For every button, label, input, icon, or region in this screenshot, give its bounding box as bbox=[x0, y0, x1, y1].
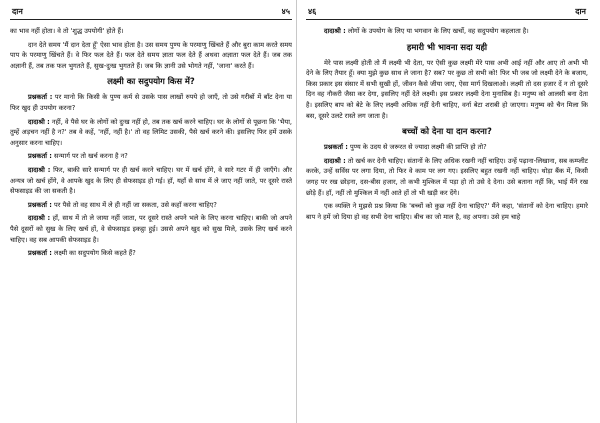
paragraph bbox=[10, 92, 292, 113]
left-page-header bbox=[10, 6, 292, 20]
page-gutter bbox=[296, 0, 297, 423]
right-page-header bbox=[306, 6, 588, 20]
section-heading: बच्चों को देना या दान करना? bbox=[402, 126, 492, 137]
paragraph bbox=[306, 156, 588, 198]
paragraph-text: दान देते समय 'मैं दान देता हूँ' ऐसा भाव होता है। उस समय पुण्य के परमाणु खिंचते हैं और बुरा काम करते समय पाप के परमाणु खिंचते हैं। वे फिर फल देते हैं। फल देते समय ज्ञाता फल देते हैं अथवा अज्ञाता फल देते हैं। जब तक अज्ञानी हैं, तब तक फल भुगतते हैं, सुख-दुःख भुगतते हैं। जब कि ज्ञानी उसे भोगते नहीं, 'जाना' करते हैं। bbox=[10, 40, 292, 70]
running-title: दान bbox=[12, 7, 23, 16]
paragraph bbox=[306, 26, 588, 37]
paragraph-text: पुण्य के उदय से जरूरत से ज्यादा लक्ष्मी की प्राप्ति हो तो? bbox=[350, 143, 487, 152]
section-heading: लक्ष्मी का सदुपयोग किस में? bbox=[107, 76, 195, 87]
paragraph-text: लक्ष्मी का सदुपयोग किसे कहते हैं? bbox=[54, 249, 136, 258]
right-page bbox=[306, 6, 588, 418]
paragraph bbox=[10, 165, 292, 197]
paragraph bbox=[10, 200, 292, 211]
paragraph-text: फिर, बाकी सारे सन्मार्ग पर ही खर्च करने चाहिए। घर में खर्च होंगे, वे सारे गटर में ही जाएँगे। और अन्यत्र जो खर्च होंगे, वे आपके खुद के लिए ही सेफसाइड हो गई। हाँ, यहाँ से साथ में ले जाए नहीं जाते, पर दूसरे रास्ते सेफसाइड की जा सकती है। bbox=[10, 165, 292, 196]
paragraph bbox=[306, 142, 588, 153]
paragraph-text: पर पैसे तो वह साथ में ले ही नहीं जा सकता, उसे कहाँ करना चाहिए? bbox=[54, 200, 217, 209]
page-number: ४५ bbox=[281, 7, 290, 16]
speaker-label: प्रश्नकर्ता : bbox=[324, 143, 348, 152]
speaker-label: दादाश्री : bbox=[28, 214, 51, 223]
page-number: ४६ bbox=[308, 7, 317, 16]
speaker-label: दादाश्री : bbox=[324, 27, 346, 35]
running-title: दान bbox=[575, 7, 586, 16]
paragraph bbox=[10, 117, 292, 149]
paragraph bbox=[10, 248, 292, 259]
paragraph-text: नहीं, वे पैसे घर के लोगों को दुःख नहीं हो, तब तक खर्च करने चाहिए। घर के लोगों से पूछना कि 'भैया, तुम्हें अड़चन नहीं है न?' तब वे कहें, 'नहीं, नहीं है।' तो वह लिमिट उसकी, पैसे खर्च करने की। इसलिए फिर हमें उसके अनुसार करना चाहिए। bbox=[10, 117, 292, 147]
paragraph-text: सन्मार्ग पर तो खर्च करना है न? bbox=[54, 152, 128, 161]
speaker-label: दादाश्री : bbox=[28, 165, 51, 174]
paragraph-text: का भाव नहीं होता। वे तो 'शुद्ध उपयोगी' होते हैं। bbox=[10, 27, 124, 35]
paragraph-text: लोगों के उपयोग के लिए या भगवान के लिए खर्चो, वह सदुपयोग कहलाता है। bbox=[347, 27, 529, 35]
speaker-label: प्रश्नकर्ता : bbox=[28, 152, 52, 161]
paragraph bbox=[306, 201, 588, 222]
paragraph-text: पर मानो कि किसी के पुण्य कर्म से उसके पास लाखों रुपये हो जाएँ, तो उसे गरीबों में बाँट देना या फिर खुद ही उपयोग करना? bbox=[10, 93, 292, 112]
speaker-label: प्रश्नकर्ता : bbox=[28, 93, 53, 102]
speaker-label: दादाश्री : bbox=[28, 117, 50, 126]
paragraph-text: एक व्यक्ति ने मुझसे प्रश्न किया कि 'बच्चों को कुछ नहीं देना चाहिए?' मैंने कहा, 'संतानों को देना चाहिए। हमारे बाप ने हमें जो दिया हो वह सभी देना चाहिए। बीच का जो माल है, वह अपना। उसे हम चाहे bbox=[306, 202, 588, 221]
speaker-label: प्रश्नकर्ता : bbox=[28, 249, 52, 258]
paragraph bbox=[10, 213, 292, 245]
speaker-label: दादाश्री : bbox=[324, 156, 346, 165]
section-heading: हमारी भी भावना सदा यही bbox=[406, 41, 488, 52]
paragraph bbox=[10, 151, 292, 162]
left-page bbox=[10, 6, 292, 418]
paragraph-text: हाँ, साथ में तो ले जाया नहीं जाता, पर दूसरे रास्ते अपने भले के लिए करना चाहिए। बाकी जो अपने पैसे दूसरों को सुख के लिए खर्च हों, वे सेफसाइड इकट्ठा हुई। उससे अपने खुद को सुख मिले, उसके लिए खर्च करने चाहिए। वह सब आपकी सेफसाइड है। bbox=[10, 214, 292, 244]
paragraph-text: तो खर्च कर देनी चाहिए। संतानों के लिए अधिक रखनी नहीं चाहिए। उन्हें पढ़ाना-लिखाना, सब कम्प्लीट करके, उन्हें सर्विस पर लगा दिया, तो फिर वे काम पर लग गए। इसलिए बहुत रखनी नहीं चाहिए। थोड़ा बैंक में, किसी जगह पर रख छोड़ना, दस-बीस हजार, तो कभी मुश्किल में पड़ा हो तो उसे दे देना। उसे बताना नहीं कि, भाई मैंने रख छोड़े हैं। हाँ, नहीं तो मुश्किल में नहीं आते हों तो भी खड़ी कर देंगे। bbox=[306, 156, 588, 197]
paragraph bbox=[10, 40, 292, 72]
speaker-label: प्रश्नकर्ता : bbox=[28, 200, 52, 209]
paragraph-text: मेरे पास लक्ष्मी होती तो मैं लक्ष्मी भी देता, पर ऐसी कुछ लक्ष्मी मेरे पास अभी आई नहीं और आए तो अभी भी देने के लिए तैयार हूँ। क्या मुझे कुछ साथ ले जाना है? सब? पर कुछ तो सभी को! फिर भी जब जो लक्ष्मी देने के बजाय, किस प्रकार इस संसार में सभी सुखी हों, जीवन कैसे जीया जाए, ऐसा मार्ग दिखलाओ। लक्ष्मी तो दस हजार दें न तो दूसरे दिन वह नौकरी जैसा कर देगा, इसलिए नहीं देते लक्ष्मी। इस प्रकार लक्ष्मी देना मुनासिब है। मनुष्य को आलसी बना देता है। इसलिए बाप को बेटे के लिए लक्ष्मी अधिक नहीं देनी चाहिए, वर्ना बेटा शराबी हो जाएगा। मनुष्य को चैन मिला कि बस, दूसरे उलटे रास्ते लग जाता है। bbox=[306, 58, 588, 120]
paragraph bbox=[10, 26, 292, 37]
paragraph bbox=[306, 58, 588, 122]
